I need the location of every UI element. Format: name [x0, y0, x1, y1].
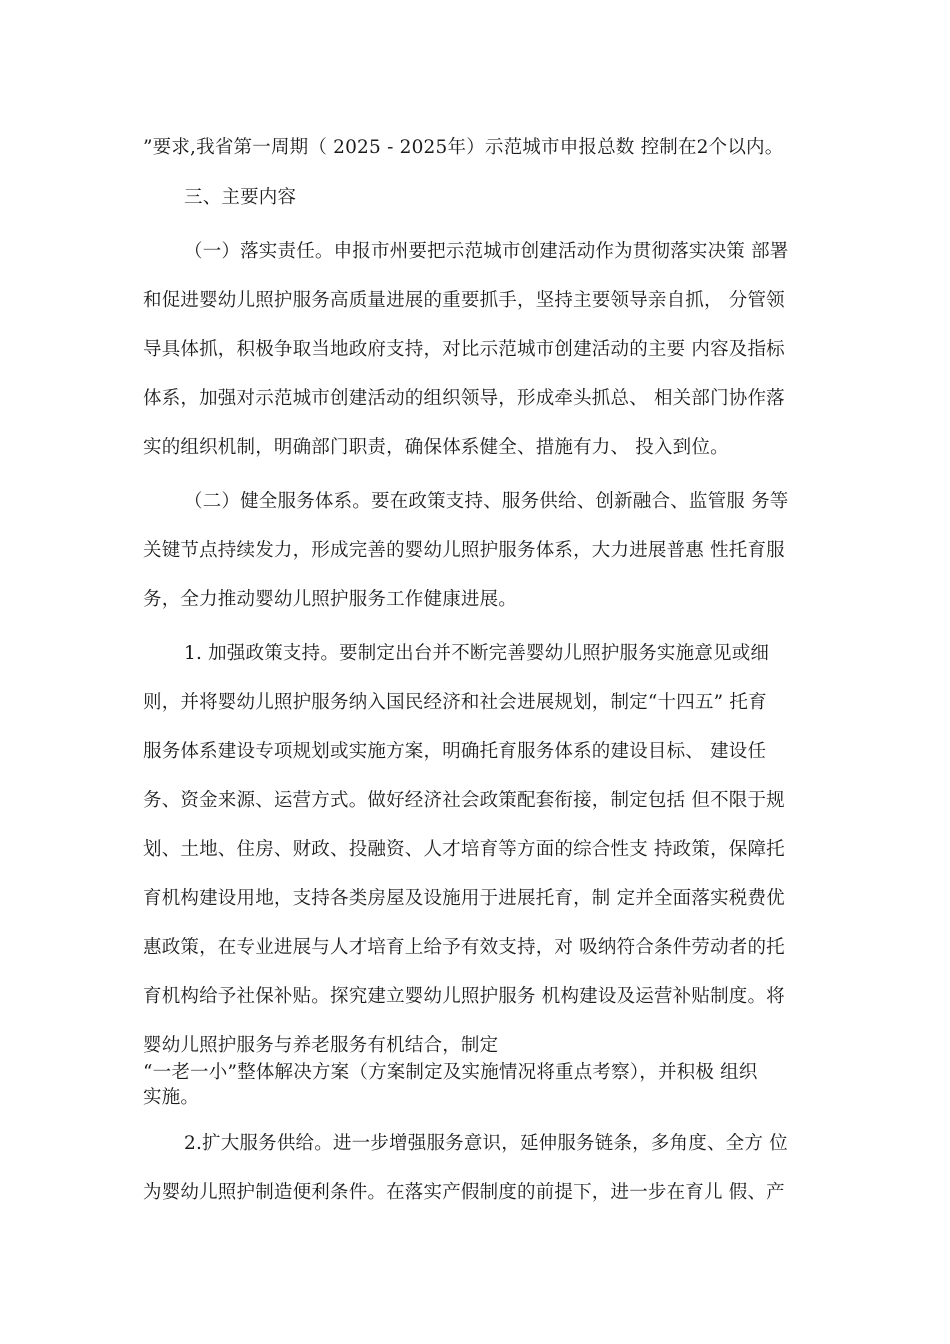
text-line: 则，并将婴幼儿照护服务纳入国民经济和社会进展规划，制定“十四五” 托育: [143, 692, 767, 713]
section-heading: 三、主要内容: [184, 187, 297, 208]
text-line: 实的组织机制，明确部门职责，确保体系健全、措施有力、 投入到位。: [143, 437, 729, 458]
text-line: 导具体抓，积极争取当地政府支持，对比示范城市创建活动的主要 内容及指标: [143, 339, 785, 360]
text-line: （二）健全服务体系。要在政策支持、服务供给、创新融合、监管服 务等: [184, 491, 789, 512]
text-line: （一）落实责任。申报市州要把示范城市创建活动作为贯彻落实决策 部署: [184, 241, 789, 262]
text-line: 务，全力推动婴幼儿照护服务工作健康进展。: [143, 589, 518, 610]
text-line: 务、资金来源、运营方式。做好经济社会政策配套衔接，制定包括 但不限于规: [143, 790, 785, 811]
text-line: 2.扩大服务供给。进一步增强服务意识，延伸服务链条，多角度、全方 位: [184, 1133, 788, 1154]
text-line: ”要求,我省第一周期（ 2025 - 2025年）示范城市申报总数 控制在2个以内。: [143, 137, 784, 158]
text-line: 划、土地、住房、财政、投融资、人才培育等方面的综合性支 持政策，保障托: [143, 839, 785, 860]
text-line: 实施。: [143, 1087, 200, 1108]
text-line: 1. 加强政策支持。要制定出台并不断完善婴幼儿照护服务实施意见或细: [184, 643, 770, 664]
text-line: 婴幼儿照护服务与养老服务有机结合，制定: [143, 1035, 499, 1056]
text-line: 关键节点持续发力，形成完善的婴幼儿照护服务体系，大力进展普惠 性托育服: [143, 540, 785, 561]
text-line: 惠政策，在专业进展与人才培育上给予有效支持，对 吸纳符合条件劳动者的托: [143, 937, 785, 958]
text-line: 育机构给予社保补贴。探究建立婴幼儿照护服务 机构建设及运营补贴制度。将: [143, 986, 785, 1007]
text-line: 体系，加强对示范城市创建活动的组织领导，形成牵头抓总、 相关部门协作落: [143, 388, 785, 409]
text-line: 和促进婴幼儿照护服务高质量进展的重要抓手，坚持主要领导亲自抓， 分管领: [143, 290, 785, 311]
text-line: 服务体系建设专项规划或实施方案，明确托育服务体系的建设目标、 建设任: [143, 741, 767, 762]
text-line: “一老一小”整体解决方案（方案制定及实施情况将重点考察），并积极 组织: [143, 1062, 758, 1083]
text-line: 育机构建设用地，支持各类房屋及设施用于进展托育，制 定并全面落实税费优: [143, 888, 785, 909]
text-line: 为婴幼儿照护制造便利条件。在落实产假制度的前提下，进一步在育儿 假、产: [143, 1182, 785, 1203]
